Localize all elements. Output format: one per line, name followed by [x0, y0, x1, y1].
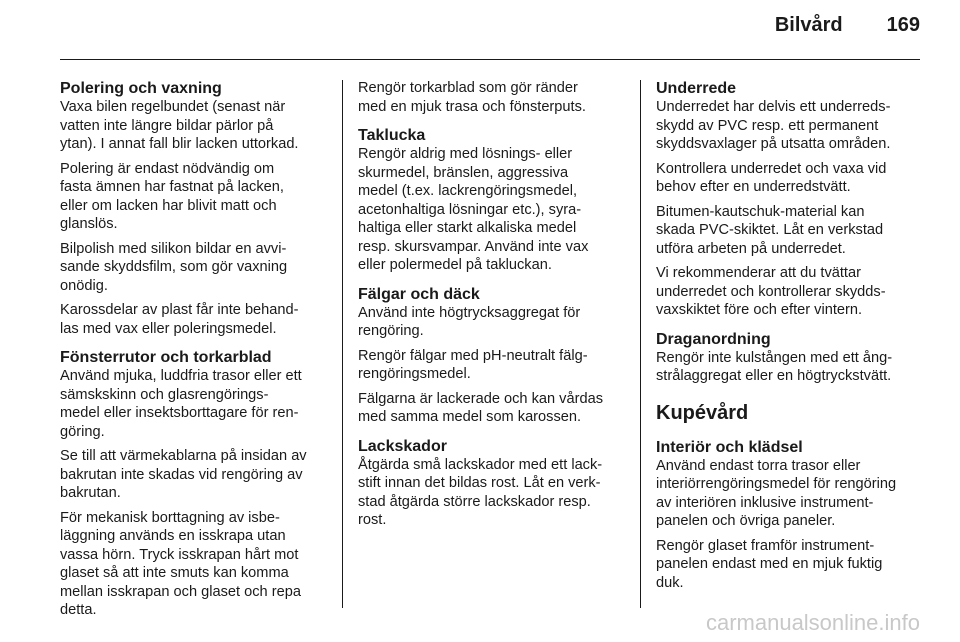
text-line: rengöring. [358, 323, 424, 339]
paragraph [656, 98, 924, 154]
text-line: läggning används en isskrapa utan [60, 528, 286, 544]
text-line: medel (t.ex. lackrengöringsmedel, [358, 183, 578, 199]
text-column-3 [656, 79, 924, 606]
text-line: duk. [656, 574, 684, 591]
chapter-title: Bilvård [774, 14, 843, 36]
paragraph [60, 509, 328, 620]
text-line: glaset så att inte smuts kan komma [60, 565, 289, 581]
subsection-heading: Interiör och klädsel [656, 438, 803, 456]
subsection-heading: Lackskador [358, 437, 447, 455]
text-line: Använd mjuka, luddfria trasor eller ett [60, 368, 302, 384]
paragraph [358, 347, 628, 384]
text-line: För mekanisk borttagning av isbe- [60, 509, 280, 526]
text-line: göring. [60, 423, 105, 440]
text-line: stift innan det bildas rost. Låt en verk- [358, 475, 601, 491]
text-line: Underredet har delvis ett underreds- [656, 99, 891, 115]
text-line: skyddsvaxlager på utsatta områden. [656, 136, 891, 152]
text-line: detta. [60, 602, 97, 618]
paragraph [358, 304, 628, 341]
subsection-heading: Taklucka [358, 127, 426, 144]
paragraph [60, 301, 328, 338]
text-line: medel eller insektsborttagare för ren- [60, 405, 299, 421]
text-line: Bilpolish med silikon bildar en avvi- [60, 240, 287, 257]
text-line: Använd inte högtrycksaggregat för [358, 304, 581, 321]
subsection-heading: Fönsterrutor och torkarblad [60, 349, 272, 366]
subsection-heading: Fälgar och däck [358, 285, 480, 303]
watermark: carmanualsonline.info [705, 610, 920, 635]
text-line: onödig. [60, 277, 108, 294]
paragraph [656, 203, 924, 259]
text-line: vaxskiktet före och efter vintern. [656, 302, 863, 318]
text-line: sande skyddsfilm, som gör vaxning [60, 259, 288, 275]
text-line: av interiören inklusive instrument- [656, 494, 874, 511]
text-line: Rengör torkarblad som gör ränder [358, 80, 578, 96]
text-line: interiörrengöringsmedel för rengöring [656, 476, 897, 492]
page-number: 169 [886, 14, 920, 36]
text-line: las med vax eller poleringsmedel. [60, 320, 277, 337]
text-line: eller polermedel på takluckan. [358, 257, 552, 273]
text-line: panelen och övriga paneler. [656, 513, 836, 529]
text-column-2 [358, 79, 628, 606]
text-line: Kontrollera underredet och vaxa vid [656, 160, 887, 177]
text-line: Karossdelar av plast får inte behand- [60, 302, 299, 318]
text-line: Rengör inte kulstången med ett ång- [656, 349, 893, 366]
paragraph [60, 447, 328, 503]
text-line: resp. skursvampar. Använd inte vax [358, 238, 589, 255]
text-line: Rengör glaset framför instrument- [656, 537, 875, 554]
paragraph [358, 79, 628, 116]
text-line: stad åtgärda större lackskador resp. [358, 493, 591, 510]
subsection-heading: Draganordning [656, 330, 771, 348]
section-heading: Kupévård [656, 401, 749, 424]
text-line: Se till att värmekablarna på insidan av [60, 448, 307, 464]
text-line: strålaggregat eller en högtryckstvätt. [656, 368, 892, 384]
text-line: fasta ämnen har fastnat på lacken, [60, 179, 284, 195]
text-line: skurmedel, bränslen, aggressiva [358, 164, 569, 181]
text-line: skada PVC-skiktet. Låt en verkstad [656, 222, 884, 238]
text-line: vassa hörn. Tryck isskrapan hårt mot [60, 546, 299, 563]
paragraph [656, 349, 924, 386]
text-line: med samma medel som karossen. [358, 409, 582, 425]
text-line: rengöringsmedel. [358, 366, 471, 382]
text-line: utföra arbeten på underredet. [656, 240, 846, 257]
column-divider-2 [640, 80, 641, 608]
text-line: Polering är endast nödvändig om [60, 160, 275, 177]
text-line: Rengör aldrig med lösnings- eller [358, 146, 573, 162]
paragraph [60, 98, 328, 154]
paragraph [60, 240, 328, 296]
text-line: bakrutan inte skadas vid rengöring av [60, 466, 303, 483]
text-line: Vi rekommenderar att du tvättar [656, 265, 861, 281]
text-line: Fälgarna är lackerade och kan vårdas [358, 390, 603, 407]
text-line: Använd endast torra trasor eller [656, 457, 861, 474]
text-line: eller om lacken har blivit matt och [60, 197, 277, 214]
paragraph [656, 264, 924, 320]
paragraph [60, 367, 328, 441]
text-line: Bitumen-kautschuk-material kan [656, 203, 865, 220]
column-divider-1 [342, 80, 343, 608]
text-line: rost. [358, 512, 387, 528]
paragraph [358, 390, 628, 427]
text-line: sämskskinn och glasrengörings- [60, 386, 269, 403]
text-line: mellan isskrapan och glaset och repa [60, 583, 301, 600]
text-line: med en mjuk trasa och fönsterputs. [358, 98, 586, 115]
text-line: ytan). I annat fall blir lacken uttorkad. [60, 136, 299, 152]
text-line: Rengör fälgar med pH-neutralt fälg- [358, 347, 588, 364]
text-line: panelen endast med en mjuk fuktig [656, 556, 883, 572]
subsection-heading: Polering och vaxning [60, 80, 222, 97]
text-line: Vaxa bilen regelbundet (senast när [60, 99, 286, 115]
text-line: bakrutan. [60, 485, 121, 501]
text-line: acetonhaltiga lösningar etc.), syra- [358, 201, 582, 218]
paragraph [656, 457, 924, 531]
paragraph [656, 537, 924, 593]
paragraph [60, 160, 328, 234]
paragraph [358, 145, 628, 275]
text-line: vatten inte längre bildar pärlor på [60, 117, 274, 134]
text-line: skydd av PVC resp. ett permanent [656, 117, 879, 134]
header-divider [60, 59, 920, 60]
text-line: behov efter en underredstvätt. [656, 179, 851, 195]
paragraph [656, 160, 924, 197]
text-line: Åtgärda små lackskador med ett lack- [358, 456, 603, 473]
paragraph [358, 456, 628, 530]
text-line: haltiga eller starkt alkaliska medel [358, 220, 577, 236]
page-header [775, 14, 920, 37]
subsection-heading: Underrede [656, 80, 737, 97]
text-line: glanslös. [60, 216, 118, 232]
text-line: underredet och kontrollerar skydds- [656, 283, 886, 300]
text-column-1 [60, 79, 328, 618]
